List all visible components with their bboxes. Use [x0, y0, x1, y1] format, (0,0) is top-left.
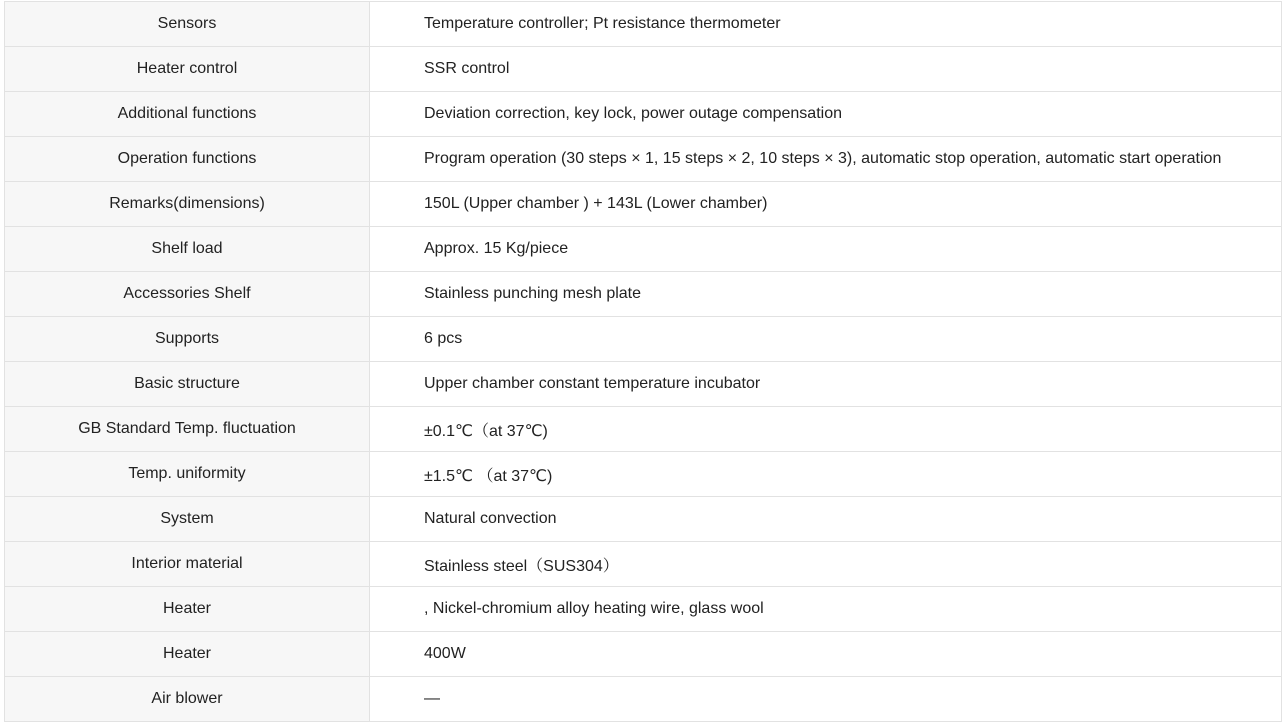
spec-label: Heater — [5, 632, 370, 677]
table-row — [5, 92, 1282, 137]
spec-label: Shelf load — [5, 227, 370, 272]
spec-value: ±1.5℃ （at 37℃) — [370, 452, 1282, 497]
spec-label: GB Standard Temp. fluctuation — [5, 407, 370, 452]
spec-label: Temp. uniformity — [5, 452, 370, 497]
spec-table — [4, 1, 1282, 722]
spec-value: Approx. 15 Kg/piece — [370, 227, 1282, 272]
spec-value: Stainless punching mesh plate — [370, 272, 1282, 317]
table-row — [5, 47, 1282, 92]
spec-value: Program operation (30 steps × 1, 15 steps × 2, 10 steps × 3), automatic stop operation, automatic start operation — [370, 137, 1282, 182]
spec-label: Accessories Shelf — [5, 272, 370, 317]
table-row — [5, 182, 1282, 227]
table-row — [5, 497, 1282, 542]
table-row — [5, 542, 1282, 587]
spec-label: Additional functions — [5, 92, 370, 137]
spec-value: Deviation correction, key lock, power outage compensation — [370, 92, 1282, 137]
spec-value: SSR control — [370, 47, 1282, 92]
table-row — [5, 587, 1282, 632]
table-row — [5, 317, 1282, 362]
spec-label: Remarks(dimensions) — [5, 182, 370, 227]
spec-label: Heater — [5, 587, 370, 632]
spec-value: Temperature controller; Pt resistance thermometer — [370, 2, 1282, 47]
spec-label: Air blower — [5, 677, 370, 722]
spec-label: System — [5, 497, 370, 542]
table-row — [5, 137, 1282, 182]
spec-value: Natural convection — [370, 497, 1282, 542]
table-row — [5, 452, 1282, 497]
table-row — [5, 632, 1282, 677]
spec-table-body — [5, 2, 1282, 722]
spec-label: Operation functions — [5, 137, 370, 182]
spec-label: Sensors — [5, 2, 370, 47]
spec-value: Upper chamber constant temperature incubator — [370, 362, 1282, 407]
spec-value: ±0.1℃（at 37℃) — [370, 407, 1282, 452]
spec-label: Supports — [5, 317, 370, 362]
spec-value: 6 pcs — [370, 317, 1282, 362]
spec-value: , Nickel-chromium alloy heating wire, glass wool — [370, 587, 1282, 632]
table-row — [5, 2, 1282, 47]
table-row — [5, 407, 1282, 452]
table-row — [5, 677, 1282, 722]
spec-value: Stainless steel（SUS304） — [370, 542, 1282, 587]
spec-label: Interior material — [5, 542, 370, 587]
table-row — [5, 362, 1282, 407]
spec-label: Heater control — [5, 47, 370, 92]
table-row — [5, 272, 1282, 317]
spec-value: — — [370, 677, 1282, 722]
spec-label: Basic structure — [5, 362, 370, 407]
spec-value: 150L (Upper chamber ) + 143L (Lower chamber) — [370, 182, 1282, 227]
table-row — [5, 227, 1282, 272]
spec-value: 400W — [370, 632, 1282, 677]
